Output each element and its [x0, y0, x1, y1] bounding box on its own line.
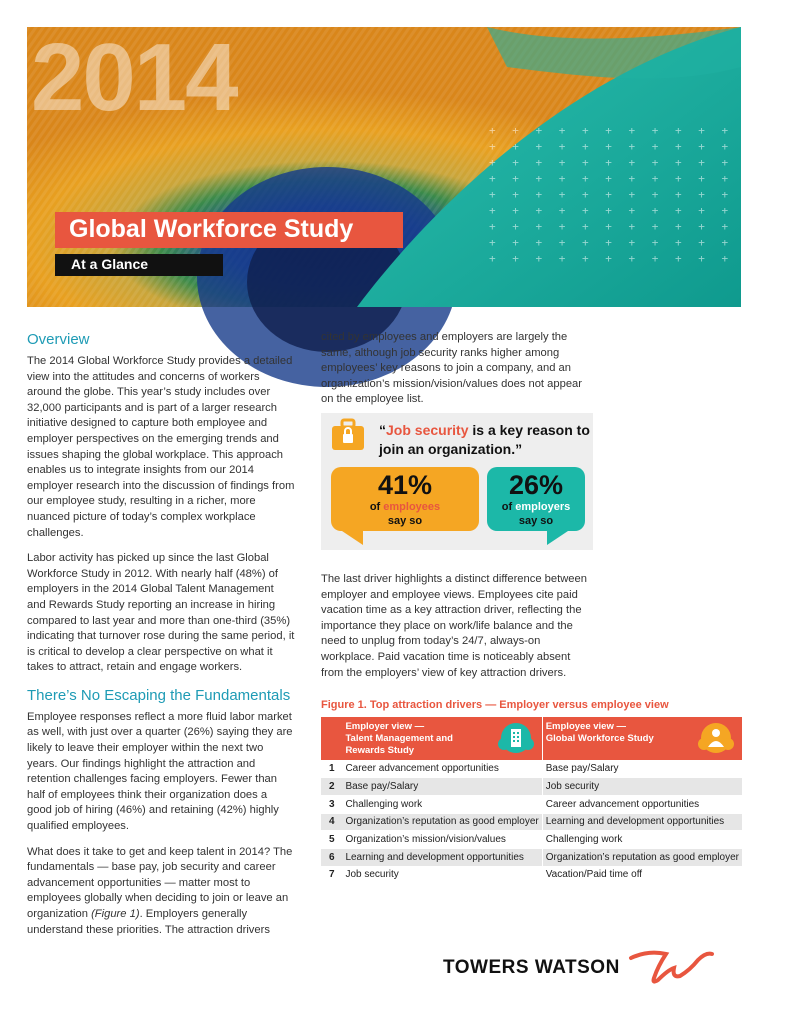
- right-paragraph-mid: The last driver highlights a distinct difference between employer and employee views. Employees cite paid vacation time as a key attraction driver, reflecting the importance they place on work/life balance and the need to unplug from today’s 24/7, always-on workplace. Paid vacation time is noticeably absent from the employers’ view of key attraction drivers.: [321, 573, 587, 679]
- employee-driver-cell: Vacation/Paid time off: [542, 866, 742, 884]
- towers-watson-mark-icon: [628, 948, 714, 986]
- employee-header: Employee view — Global Workforce Study: [542, 717, 742, 760]
- figure-reference: (Figure 1): [91, 908, 140, 920]
- page-subtitle: At a Glance: [71, 256, 149, 272]
- rank-cell: 4: [321, 813, 342, 831]
- employee-driver-cell: Learning and development opportunities: [542, 813, 742, 831]
- year-watermark: 2014: [31, 24, 237, 131]
- employer-driver-cell: Organization’s mission/vision/values: [342, 831, 542, 849]
- rank-cell: 6: [321, 848, 342, 866]
- bubble-tail: [339, 529, 363, 545]
- overview-heading: Overview: [27, 331, 90, 348]
- title-bar: [55, 212, 403, 248]
- attraction-drivers-table: [321, 717, 742, 884]
- employer-driver-cell: Organization’s reputation as good employer: [342, 813, 542, 831]
- table-row: [321, 831, 742, 849]
- fundamentals-text-b: . Employers generally understand these priorities. The attraction drivers: [27, 908, 270, 936]
- rank-cell: 7: [321, 866, 342, 884]
- company-logo-text: TOWERS WATSON: [443, 957, 620, 978]
- building-icon: [496, 720, 536, 756]
- employees-stat-bubble: 41% of employees say so: [331, 467, 479, 531]
- rank-cell: 3: [321, 795, 342, 813]
- table-body: [321, 760, 742, 884]
- table-row: [321, 795, 742, 813]
- right-paragraph-top: cited by employees and employers are largely the same, although job security ranks higher among employees’ key reasons to join a company, and an organization’s mission/vision/values does not appear on the employee list.: [321, 331, 582, 406]
- rank-header: [321, 717, 342, 760]
- employee-driver-cell: Base pay/Salary: [542, 760, 742, 778]
- employee-driver-cell: Challenging work: [542, 831, 742, 849]
- rank-cell: 5: [321, 831, 342, 849]
- table-row: [321, 848, 742, 866]
- employee-driver-cell: Job security: [542, 778, 742, 796]
- table-row: [321, 866, 742, 884]
- employee-driver-cell: Organization’s reputation as good employer: [542, 848, 742, 866]
- overview-paragraph-1: The 2014 Global Workforce Study provides a detailed view into the attitudes and concerns of workers around the globe. This year’s study includes over 32,000 participants and is part of a larger research initiative designed to capture both employee and employer perspectives on the emerging trends and issues shaping the global workplace. This approach enables us to integrate insights from our 2014 employer research into the discussion of findings from our employee study, resulting in a richer, more nuanced picture of today’s complex workplace challenges.: [27, 355, 295, 539]
- employer-driver-cell: Challenging work: [342, 795, 542, 813]
- employees-stat: 41%: [377, 470, 433, 500]
- table-row: [321, 778, 742, 796]
- hero-banner: [27, 24, 803, 307]
- employees-label: employees: [383, 501, 441, 513]
- page-title: Global Workforce Study: [69, 215, 354, 243]
- fundamentals-text-a: What does it take to get and keep talent in 2014? The fundamentals — base pay, job security and career advancement opportunities — matter most to employees globally when deciding to join or leave an organization: [27, 845, 293, 920]
- employee-driver-cell: Career advancement opportunities: [542, 795, 742, 813]
- quote-highlight: Job security: [386, 422, 469, 438]
- employer-driver-cell: Job security: [342, 866, 542, 884]
- briefcase-lock-icon: [331, 419, 365, 451]
- person-icon: [696, 720, 736, 756]
- subtitle-bar: [55, 254, 223, 276]
- employers-stat-bubble: 26% of employers say so: [487, 467, 585, 531]
- callout-quote: “Job security is a key reason to join an organization.”: [379, 422, 590, 457]
- employer-header: Employer view — Talent Management and Rewards Study: [342, 717, 542, 760]
- fundamentals-heading: There’s No Escaping the Fundamentals: [27, 686, 291, 704]
- plus-pattern: + + + + + + + + + + + + + + + + + + + + + + + + + + + + + + + + + + + + + + + + + + + + + + + + + + + + + + + + + + + + + + + + + + + + + + + + + + + + + + + + + + + + + + + + + + + + + + + + + + + + + + + + + + + + + + + + + + + + + + + + + + + + + +: [489, 124, 803, 265]
- rank-cell: 2: [321, 778, 342, 796]
- employer-driver-cell: Learning and development opportunities: [342, 848, 542, 866]
- left-column: [27, 330, 295, 948]
- employers-stat: 26%: [508, 470, 564, 500]
- figure-title: Figure 1. Top attraction drivers — Employer versus employee view: [321, 699, 669, 711]
- fundamentals-paragraph-1: Employee responses reflect a more fluid labor market as well, with just over a quarter (26%) saying they are likely to leave their employer within the next two years. Our findings highlight the attraction and retention challenges facing employers. Fewer than half of employees think their organization does a good job of hiring (46%) and retaining (42%) highly qualified employees.: [27, 710, 293, 833]
- rank-cell: 1: [321, 760, 342, 778]
- overview-paragraph-2: Labor activity has picked up since the last Global Workforce Study in 2012. With nearly half (48%) of employers in the 2014 Global Talent Management and Rewards Study reporting an increase in hiring compared to last year and more than one-third (35%) indicating that turnover rose during the same period, it is critical to develop a clear perspective on what it takes to attract, retain and engage workers.: [27, 552, 295, 674]
- employer-driver-cell: Base pay/Salary: [342, 778, 542, 796]
- right-column-mid: [321, 572, 593, 681]
- job-security-callout: [321, 413, 593, 550]
- table-row: [321, 760, 742, 778]
- fundamentals-paragraph-2: [27, 845, 295, 939]
- table-row: [321, 813, 742, 831]
- right-column-top: [321, 330, 593, 408]
- employers-label: employers: [515, 501, 571, 513]
- bubble-tail: [547, 529, 571, 545]
- employer-driver-cell: Career advancement opportunities: [342, 760, 542, 778]
